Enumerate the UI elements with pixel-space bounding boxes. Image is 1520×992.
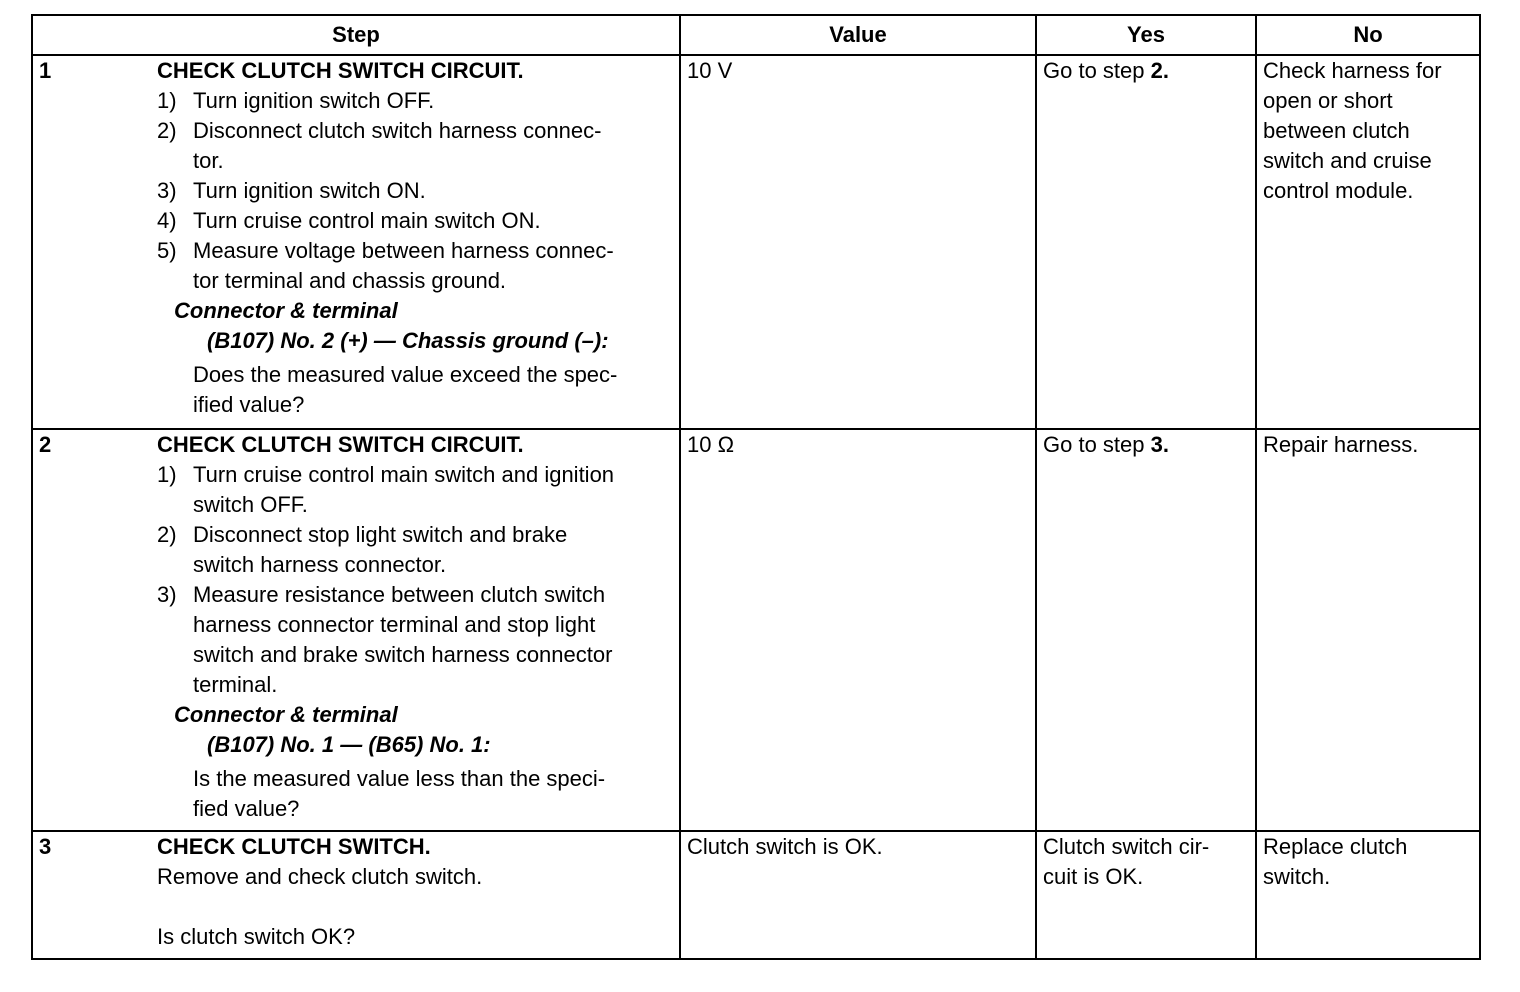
header-step: Step [32, 15, 680, 55]
step-question: Is the measured value less than the speci- fied value? [193, 766, 606, 821]
procedure-list [157, 86, 673, 296]
value-cell: 10 Ω [680, 429, 1036, 831]
step-title: CHECK CLUTCH SWITCH CIRCUIT. [157, 432, 524, 457]
value-cell: 10 V [680, 55, 1036, 429]
yes-step-ref: 2. [1150, 58, 1169, 83]
yes-cell: Go to step 3. [1036, 429, 1256, 831]
procedure-item: 4) Turn cruise control main switch ON. [157, 208, 541, 233]
procedure-list [157, 460, 673, 700]
step-cell [32, 55, 680, 429]
step-number: 3 [39, 834, 52, 859]
procedure-item: 1) Turn ignition switch OFF. [157, 88, 435, 113]
header-value: Value [680, 15, 1036, 55]
yes-cell: Clutch switch cir- cuit is OK. [1036, 831, 1256, 959]
step-title: CHECK CLUTCH SWITCH CIRCUIT. [157, 58, 524, 83]
step-cell [32, 831, 680, 959]
yes-step-ref: 3. [1150, 432, 1169, 457]
header-yes: Yes [1036, 15, 1256, 55]
header-row [32, 15, 1480, 55]
no-cell: Check harness for open or short between clutch switch and cruise control module. [1256, 55, 1480, 429]
procedure-item: 1) Turn cruise control main switch and ignition switch OFF. [157, 462, 615, 517]
step-question: Is clutch switch OK? [157, 924, 356, 949]
step-instruction: Remove and check clutch switch. [157, 864, 483, 889]
no-cell: Repair harness. [1256, 429, 1480, 831]
value-cell: Clutch switch is OK. [680, 831, 1036, 959]
header-no: No [1256, 15, 1480, 55]
procedure-item: 3) Measure resistance between clutch switch harness connector terminal and stop light switch and brake switch harness connector terminal. [157, 582, 613, 697]
table-row [32, 831, 1480, 959]
connector-label: Connector & terminal [174, 298, 398, 323]
connector-label: Connector & terminal [174, 702, 398, 727]
step-number: 1 [39, 58, 52, 83]
procedure-item: 5) Measure voltage between harness connec- tor terminal and chassis ground. [157, 238, 614, 293]
step-title: CHECK CLUTCH SWITCH. [157, 834, 431, 859]
connector-spec: (B107) No. 2 (+) — Chassis ground (–): [207, 328, 609, 353]
step-number: 2 [39, 432, 52, 457]
diagnostic-table [31, 14, 1481, 960]
table-row [32, 55, 1480, 429]
table-row [32, 429, 1480, 831]
procedure-item: 2) Disconnect stop light switch and brake switch harness connector. [157, 522, 568, 577]
procedure-item: 2) Disconnect clutch switch harness connec- tor. [157, 118, 602, 173]
procedure-item: 3) Turn ignition switch ON. [157, 178, 426, 203]
step-cell [32, 429, 680, 831]
yes-cell: Go to step 2. [1036, 55, 1256, 429]
connector-spec: (B107) No. 1 — (B65) No. 1: [207, 732, 491, 757]
no-cell: Replace clutch switch. [1256, 831, 1480, 959]
step-question: Does the measured value exceed the spec- ified value? [193, 362, 618, 417]
